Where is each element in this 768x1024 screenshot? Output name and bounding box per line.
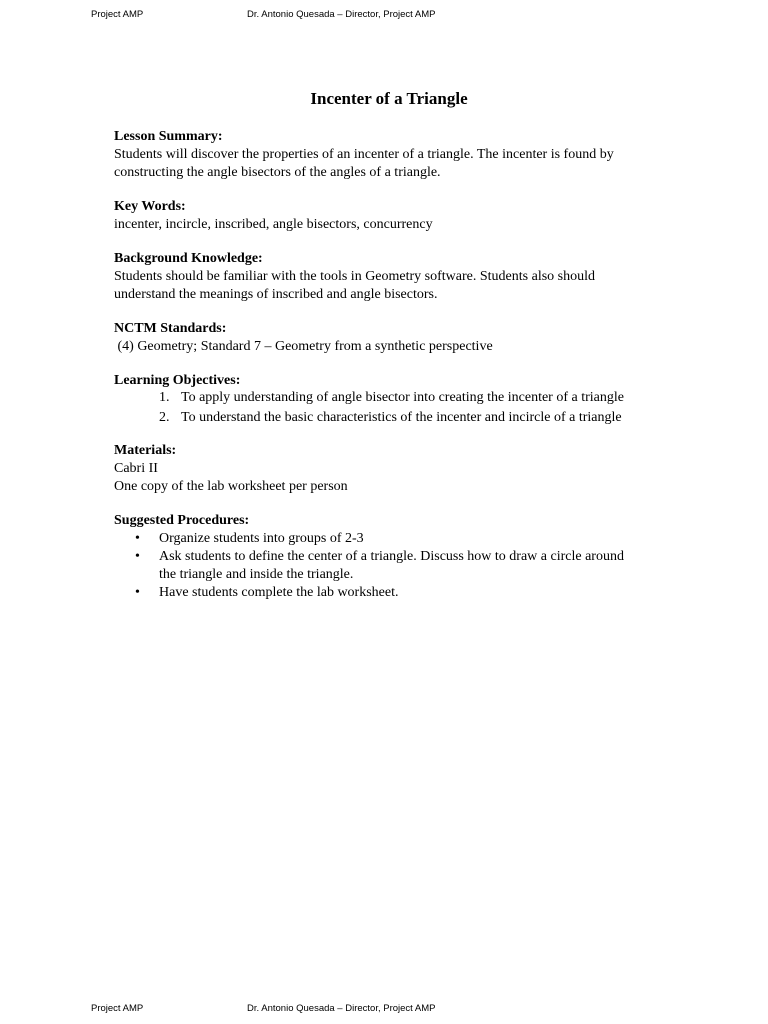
materials-section (114, 442, 634, 496)
key-words-heading: Key Words: (114, 199, 186, 214)
learning-objectives-heading: Learning Objectives: (114, 373, 241, 388)
list-item (114, 390, 634, 407)
background-knowledge-section (114, 250, 634, 304)
list-item (114, 584, 634, 602)
nctm-standards-text: (4) Geometry; Standard 7 – Geometry from a synthetic perspective (114, 339, 493, 354)
bullet-icon: • (135, 531, 140, 546)
materials-heading: Materials: (114, 443, 177, 458)
lesson-summary-heading: Lesson Summary: (114, 129, 223, 144)
list-item (114, 410, 634, 427)
learning-objectives-section (114, 372, 634, 426)
footer-center: Dr. Antonio Quesada – Director, Project AMP (247, 1003, 436, 1014)
header-left: Project AMP (91, 9, 144, 20)
page-title: Incenter of a Triangle (310, 89, 468, 108)
background-knowledge-heading: Background Knowledge: (114, 251, 263, 266)
learning-objectives-list (114, 390, 634, 426)
list-item-text: Ask students to define the center of a triangle. Discuss how to draw a circle around the triangle and inside the triangle. (159, 549, 624, 582)
key-words-text: incenter, incircle, inscribed, angle bisectors, concurrency (114, 217, 433, 232)
nctm-standards-section (114, 320, 634, 356)
page-header (0, 8, 768, 22)
list-item-text: To understand the basic characteristics of the incenter and incircle of a triangle (181, 409, 622, 425)
list-item (114, 548, 634, 584)
suggested-procedures-list (114, 530, 634, 602)
key-words-section (114, 198, 634, 234)
materials-line: Cabri II (114, 461, 158, 476)
list-number: 1. (159, 390, 170, 405)
list-number: 2. (159, 409, 170, 425)
footer-left: Project AMP (91, 1003, 144, 1014)
background-knowledge-text: Students should be familiar with the tools in Geometry software. Students also should understand the meanings of inscribed and angle bisectors. (114, 269, 595, 302)
document-body (114, 128, 634, 618)
list-item-text: Have students complete the lab worksheet. (159, 585, 399, 600)
materials-line: One copy of the lab worksheet per person (114, 479, 348, 494)
nctm-standards-heading: NCTM Standards: (114, 321, 227, 336)
suggested-procedures-section (114, 512, 634, 602)
bullet-icon: • (135, 549, 140, 564)
header-center: Dr. Antonio Quesada – Director, Project AMP (247, 9, 436, 20)
lesson-summary-text: Students will discover the properties of an incenter of a triangle. The incenter is found by constructing the angle bisectors of the angles of a triangle. (114, 147, 614, 180)
list-item-text: To apply understanding of angle bisector into creating the incenter of a triangle (181, 390, 624, 405)
suggested-procedures-heading: Suggested Procedures: (114, 513, 250, 528)
bullet-icon: • (135, 585, 140, 600)
lesson-summary-section (114, 128, 634, 182)
list-item (114, 530, 634, 548)
page-footer (0, 1002, 768, 1016)
list-item-text: Organize students into groups of 2-3 (159, 531, 364, 546)
